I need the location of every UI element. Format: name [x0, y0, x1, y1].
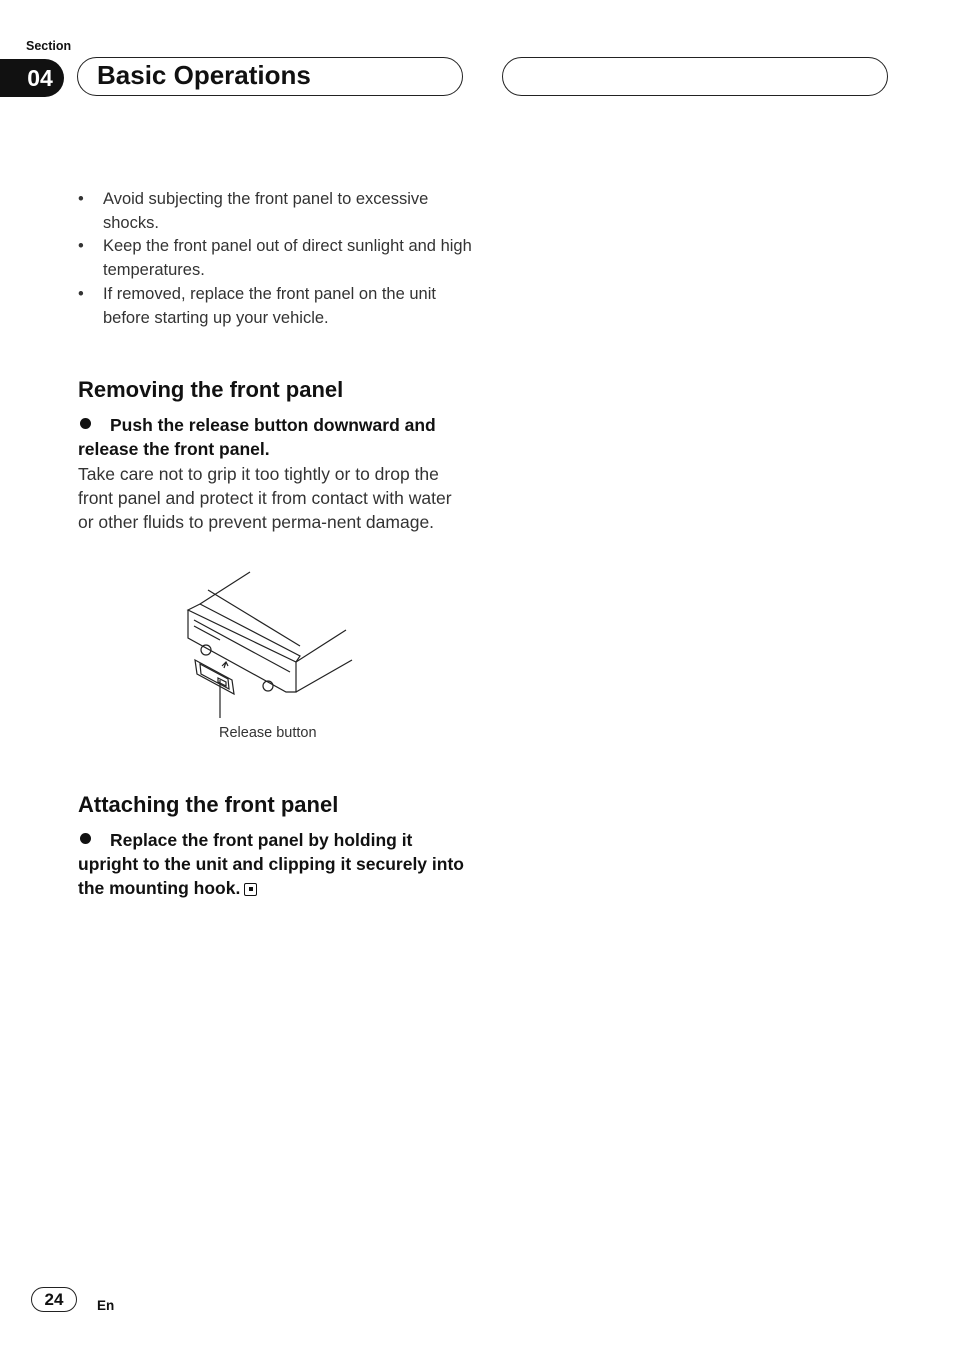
bullet-text: Avoid subjecting the front panel to excessive shocks. — [103, 190, 429, 232]
removing-step — [78, 414, 473, 462]
removing-step-text: Push the release button downward and release the front panel. — [78, 415, 436, 459]
attaching-heading: Attaching the front panel — [78, 792, 339, 817]
bullet-text: Keep the front panel out of direct sunlight and high temperatures. — [103, 237, 472, 280]
header-empty-frame — [502, 57, 888, 96]
removing-body: Take care not to grip it too tightly or to drop the front panel and protect it from contact with water or other fluids to prevent perma-nent damage. — [78, 464, 452, 532]
section-number-badge: 04 — [0, 59, 64, 97]
list-item — [78, 188, 478, 235]
page-title: Basic Operations — [97, 60, 311, 90]
removing-heading: Removing the front panel — [78, 377, 344, 402]
attaching-step — [78, 829, 473, 900]
intro-bullet-list — [78, 188, 478, 330]
page-number: 24 — [31, 1287, 77, 1312]
step-bullet-icon — [80, 418, 91, 429]
bullet-icon: • — [78, 190, 84, 208]
attaching-step-text: Replace the front panel by holding it upright to the unit and clipping it securely into the mounting hook. — [78, 830, 464, 898]
end-mark-icon — [244, 883, 257, 896]
list-item — [78, 283, 478, 330]
bullet-icon: • — [78, 237, 84, 256]
step-bullet-icon — [80, 833, 91, 844]
list-item — [78, 235, 478, 282]
section-label: Section — [26, 39, 72, 53]
figure-caption: Release button — [219, 725, 317, 741]
bullet-text: If removed, replace the front panel on the unit before starting up your vehicle. — [103, 284, 436, 327]
front-panel-release-illustration — [180, 568, 360, 718]
language-label: En — [97, 1298, 115, 1313]
bullet-icon: • — [78, 284, 84, 303]
